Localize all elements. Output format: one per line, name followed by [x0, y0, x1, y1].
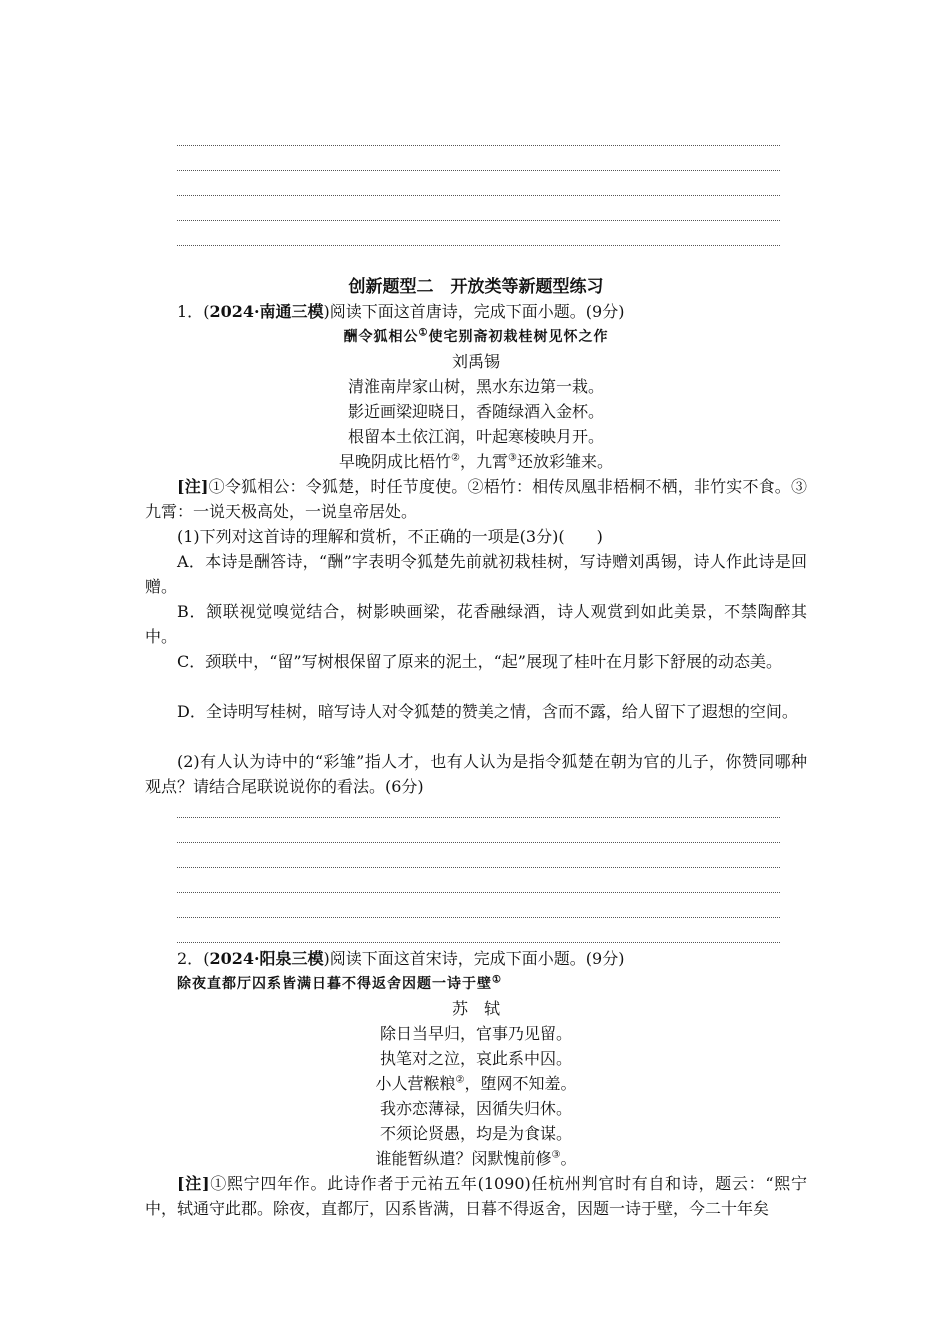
q2-note-text: ①熙宁四年作。此诗作者于元祐五年(1090)任杭州判官时有自和诗，题云：“熙宁中，轼通守此郡。除夜，直都厅，囚系皆满，日暮不得返舍，因题一诗于壁，今二十年矣 — [145, 1174, 807, 1218]
q1-line4-note-b: ③ — [508, 452, 517, 464]
q2-poem-line-3 — [145, 1074, 807, 1094]
q1-line4-c: 还放彩雏来。 — [516, 452, 613, 471]
q1-number: 1． — [177, 302, 204, 321]
q2-poem-line-6 — [145, 1149, 807, 1169]
answer-line[interactable] — [177, 245, 780, 246]
q1-option-a: A．本诗是酬答诗，“酬”字表明令狐楚先前就初栽桂树，写诗赠刘禹锡，诗人作此诗是回赠。 — [145, 552, 807, 596]
q2-poem-title-text: 除夜直都厅囚系皆满日暮不得返舍因题一诗于壁 — [177, 976, 492, 992]
q1-prompt: 阅读下面这首唐诗，完成下面小题。(9分) — [329, 302, 625, 321]
q2-line3-a: 小人营糇粮 — [375, 1074, 456, 1093]
q1-poem-line-3: 根留本土依江润，叶起寒棱映月开。 — [347, 427, 604, 446]
q1-poem-title — [145, 327, 807, 347]
q1-poem-title-note: ① — [418, 327, 429, 339]
answer-line[interactable] — [177, 867, 780, 868]
q2-prompt: 阅读下面这首宋诗，完成下面小题。(9分) — [329, 949, 625, 968]
q1-note-text: ①令狐相公：令狐楚，时任节度使。②梧竹：相传凤凰非梧桐不栖，非竹实不食。③九霄：一说天极高处，一说皇帝居处。 — [145, 477, 807, 521]
answer-line[interactable] — [177, 842, 780, 843]
q1-source-open: ( — [203, 302, 210, 321]
q1-sub2: (2)有人认为诗中的“彩雏”指人才，也有人认为是指令狐楚在朝为官的儿子，你赞同哪种观点？请结合尾联说说你的看法。(6分) — [145, 752, 807, 796]
answer-line[interactable] — [177, 220, 780, 221]
answer-line[interactable] — [177, 942, 780, 943]
q1-line4-a: 早晚阴成比梧竹 — [339, 452, 452, 471]
q2-source-close: ) — [323, 949, 330, 968]
q1-poem-title-a: 酬令狐相公 — [343, 329, 419, 345]
q2-author: 苏 轼 — [451, 999, 500, 1018]
q2-source: 2024·阳泉三模 — [209, 949, 324, 968]
q2-poem-line-4: 我亦恋薄禄，因循失归休。 — [379, 1099, 572, 1118]
q1-line4-note-a: ② — [451, 452, 460, 464]
q2-poem-line-1: 除日当早归，官事乃见留。 — [379, 1024, 572, 1043]
answer-line[interactable] — [177, 892, 780, 893]
q1-author: 刘禹锡 — [451, 352, 500, 371]
q1-note — [145, 474, 807, 524]
q2-line3-note: ② — [455, 1074, 465, 1086]
q2-line3-b: ，堕网不知羞。 — [464, 1074, 577, 1093]
answer-line[interactable] — [177, 195, 780, 196]
section-title: 创新题型二 开放类等新题型练习 — [348, 277, 604, 297]
q1-option-b: B．颔联视觉嗅觉结合，树影映画梁，花香融绿酒，诗人观赏到如此美景，不禁陶醉其中。 — [145, 602, 807, 646]
q2-note-label: [注] — [177, 1174, 210, 1193]
q1-option-c: C．颈联中，“留”写树根保留了原来的泥土，“起”展现了桂叶在月影下舒展的动态美。 — [177, 652, 782, 671]
q2-line6-b: 。 — [560, 1149, 577, 1168]
q1-poem-title-b: 使宅别斋初栽桂树见怀之作 — [428, 329, 609, 345]
q2-header — [177, 949, 624, 969]
q2-note — [145, 1171, 807, 1221]
q2-poem-line-5: 不须论贤愚，均是为食谋。 — [379, 1124, 572, 1143]
q1-option-d: D．全诗明写桂树，暗写诗人对令狐楚的赞美之情，含而不露，给人留下了遐想的空间。 — [177, 702, 798, 721]
answer-line[interactable] — [177, 917, 780, 918]
q1-poem-line-1: 清淮南岸家山树，黑水东边第一栽。 — [347, 377, 604, 396]
answer-line[interactable] — [177, 817, 780, 818]
q1-line4-b: ，九霄 — [459, 452, 508, 471]
q1-poem-line-2: 影近画梁迎晓日，香随绿酒入金杯。 — [347, 402, 604, 421]
q1-source: 2024·南通三模 — [209, 302, 324, 321]
q2-source-open: ( — [203, 949, 210, 968]
q1-header — [177, 302, 624, 322]
q1-source-close: ) — [323, 302, 330, 321]
q2-poem-line-2: 执笔对之泣，哀此系中囚。 — [379, 1049, 572, 1068]
q1-note-label: [注] — [177, 477, 209, 496]
q1-sub1: (1)下列对这首诗的理解和赏析，不正确的一项是(3分)( ) — [177, 527, 603, 546]
q2-poem-title — [177, 974, 502, 994]
answer-line[interactable] — [177, 170, 780, 171]
q2-line6-note: ③ — [551, 1149, 561, 1161]
q2-number: 2． — [177, 949, 204, 968]
answer-line[interactable] — [177, 145, 780, 146]
q2-poem-title-note: ① — [492, 974, 502, 986]
q1-poem-line-4 — [145, 452, 807, 472]
q2-line6-a: 谁能暂纵遣？闵默愧前修 — [375, 1149, 552, 1168]
